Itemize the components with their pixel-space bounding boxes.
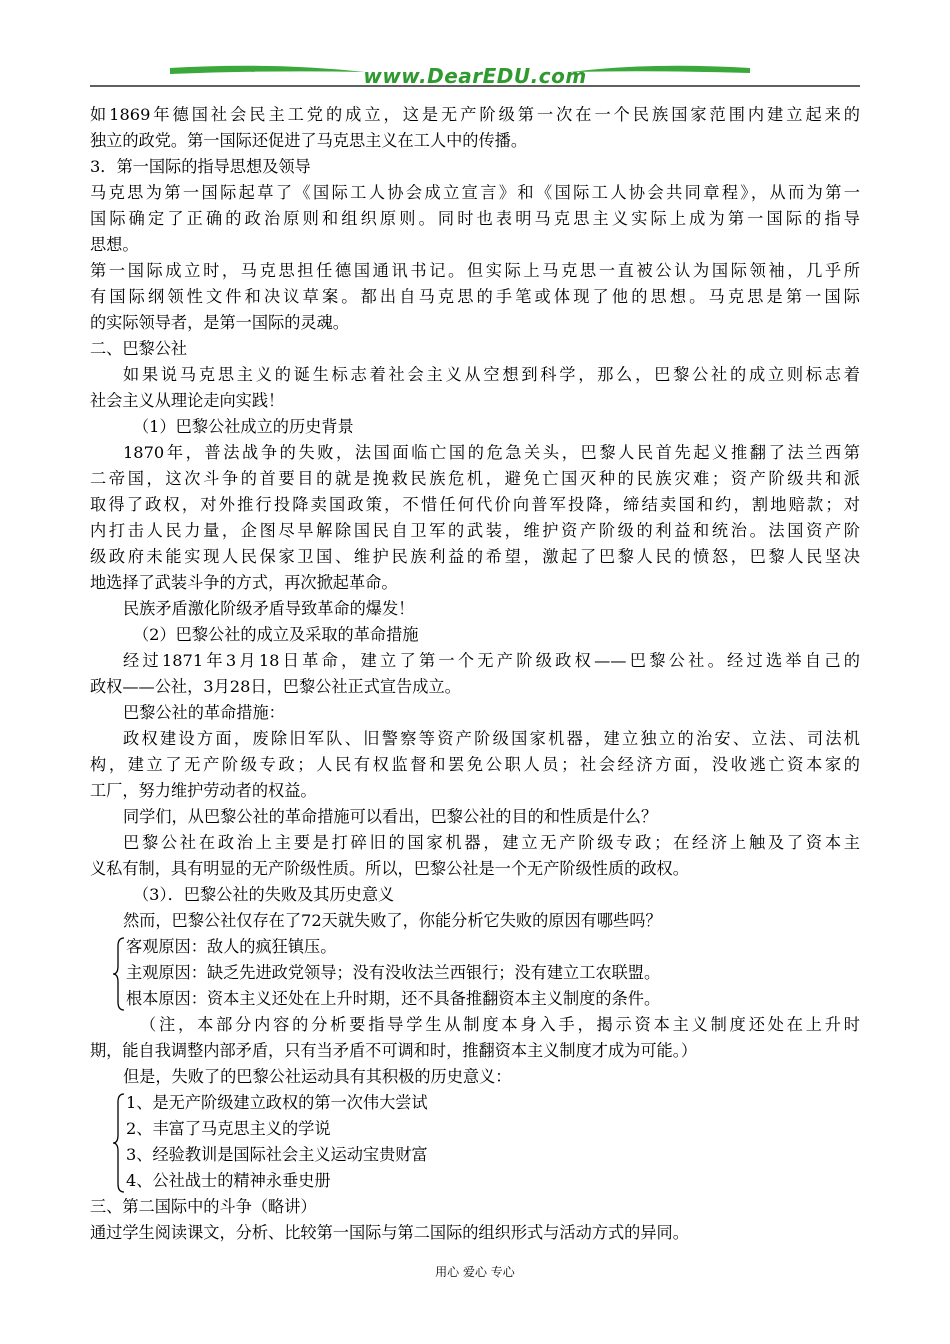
paragraph-line: 构，建立了无产阶级专政；人民有权监督和罢免公职人员；社会经济方面，没收逃亡资本家的 (90, 755, 860, 774)
paragraph-line: 政权建设方面，废除旧军队、旧警察等资产阶级国家机器，建立独立的治安、立法、司法机 (123, 729, 860, 748)
significance-item: 1、是无产阶级建立政权的第一次伟大尝试 (126, 1093, 428, 1112)
section-heading: 3．第一国际的指导思想及领导 (90, 157, 311, 176)
paragraph-line: 二帝国，这次斗争的首要目的就是挽救民族危机，避免亡国灭种的民族灾难；资产阶级共和派 (90, 469, 860, 488)
paragraph-line: 巴黎公社的革命措施： (123, 703, 285, 722)
document-body (90, 102, 860, 1246)
paragraph-line: 民族矛盾激化阶级矛盾导致革命的爆发！ (123, 599, 415, 618)
paragraph-line: 如果说马克思主义的诞生标志着社会主义从空想到科学，那么，巴黎公社的成立则标志着 (123, 365, 860, 384)
subsection-heading: （2）巴黎公社的成立及采取的革命措施 (133, 625, 419, 644)
paragraph-line: 地选择了武装斗争的方式，再次掀起革命。 (90, 573, 398, 592)
paragraph-line: 如1869年德国社会民主工党的成立，这是无产阶级第一次在一个民族国家范围内建立起来的 (90, 105, 860, 124)
section-heading: 二、巴黎公社 (90, 339, 188, 358)
paragraph-line: 的实际领导者，是第一国际的灵魂。 (90, 313, 349, 332)
paragraph-line: 取得了政权，对外推行投降卖国政策，不惜任何代价向普军投降，缔结卖国和约，割地赔款；对 (90, 495, 860, 514)
note-line: 期，能自我调整内部矛盾，只有当矛盾不可调和时，推翻资本主义制度才成为可能。） (90, 1041, 698, 1060)
paragraph-line: 国际确定了正确的政治原则和组织原则。同时也表明马克思主义实际上成为第一国际的指导 (90, 209, 860, 228)
note-line: （注，本部分内容的分析要指导学生从制度本身入手，揭示资本主义制度还处在上升时 (140, 1015, 860, 1034)
paragraph-line: 马克思为第一国际起草了《国际工人协会成立宣言》和《国际工人协会共同章程》，从而为第一 (90, 183, 860, 202)
cause-item: 根本原因：资本主义还处在上升时期，还不具备推翻资本主义制度的条件。 (126, 989, 661, 1008)
section-heading: 三、第二国际中的斗争（略讲） (90, 1197, 317, 1216)
paragraph-line: 政权——公社，3月28日，巴黎公社正式宣告成立。 (90, 677, 461, 696)
paragraph-line: 工厂，努力维护劳动者的权益。 (90, 781, 317, 800)
paragraph-line: 义私有制，具有明显的无产阶级性质。所以，巴黎公社是一个无产阶级性质的政权。 (90, 859, 689, 878)
paragraph-line: 通过学生阅读课文，分析、比较第一国际与第二国际的组织形式与活动方式的异同。 (90, 1223, 689, 1242)
paragraph-line: 独立的政党。第一国际还促进了马克思主义在工人中的传播。 (90, 131, 528, 150)
page-footer: 用心 爱心 专心 (435, 1265, 515, 1279)
paragraph-line: 思想。 (90, 235, 139, 254)
cause-item: 主观原因：缺乏先进政党领导；没有没收法兰西银行；没有建立工农联盟。 (126, 963, 661, 982)
paragraph-line: 然而，巴黎公社仅存在了72天就失败了，你能分析它失败的原因有哪些吗？ (123, 911, 662, 930)
subsection-heading: （3）．巴黎公社的失败及其历史意义 (133, 885, 395, 904)
cause-item: 客观原因：敌人的疯狂镇压。 (126, 937, 337, 956)
subsection-heading: （1）巴黎公社成立的历史背景 (133, 417, 354, 436)
significance-item: 2、丰富了马克思主义的学说 (126, 1119, 331, 1138)
paragraph-line: 有国际纲领性文件和决议草案。都出自马克思的手笔或体现了他的思想。马克思是第一国际 (90, 287, 860, 306)
paragraph-line: 级政府未能实现人民保家卫国、维护民族利益的希望，激起了巴黎人民的愤怒，巴黎人民坚决 (90, 547, 860, 566)
site-logo[interactable]: www.DearEDU.com (363, 64, 587, 88)
paragraph-line: 但是，失败了的巴黎公社运动具有其积极的历史意义： (123, 1067, 512, 1086)
paragraph-line: 1870年，普法战争的失败，法国面临亡国的危急关头，巴黎人民首先起义推翻了法兰西第 (123, 443, 860, 462)
brace-icon (112, 936, 128, 1012)
paragraph-line: 巴黎公社在政治上主要是打碎旧的国家机器，建立无产阶级专政；在经济上触及了资本主 (123, 833, 860, 852)
paragraph-line: 经过1871年3月18日革命，建立了第一个无产阶级政权——巴黎公社。经过选举自己的 (123, 651, 860, 670)
paragraph-line: 同学们，从巴黎公社的革命措施可以看出，巴黎公社的目的和性质是什么？ (123, 807, 658, 826)
paragraph-line: 社会主义从理论走向实践！ (90, 391, 285, 410)
paragraph-line: 第一国际成立时，马克思担任德国通讯书记。但实际上马克思一直被公认为国际领袖，几乎所 (90, 261, 860, 280)
significance-item: 4、公社战士的精神永垂史册 (126, 1171, 331, 1190)
brace-icon (112, 1092, 128, 1194)
page-header (90, 60, 860, 94)
paragraph-line: 内打击人民力量，企图尽早解除国民自卫军的武装，维护资产阶级的利益和统治。法国资产阶 (90, 521, 860, 540)
significance-item: 3、经验教训是国际社会主义运动宝贵财富 (126, 1145, 428, 1164)
